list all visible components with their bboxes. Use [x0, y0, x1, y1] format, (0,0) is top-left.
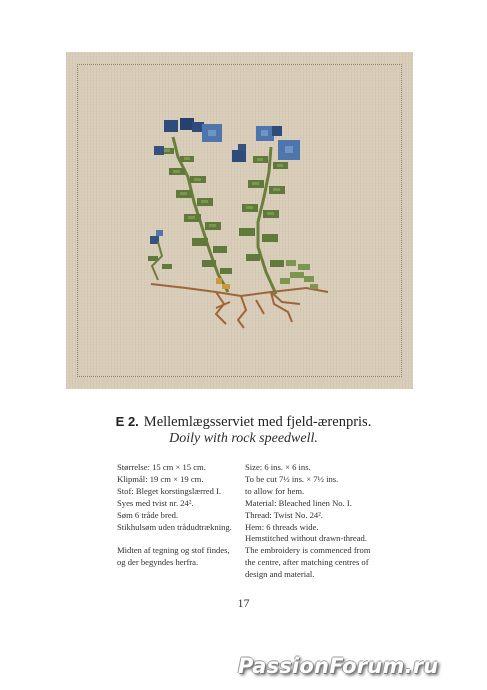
spec-line: Søm 6 tråde bred. — [117, 509, 179, 520]
specs-danish-column — [117, 462, 237, 569]
spec-line: Hemstitched without drawn-thread. — [245, 533, 367, 544]
spec-line: Material: Bleached linen No. I. — [245, 497, 352, 508]
rock-speedwell-embroidery — [66, 52, 413, 389]
spec-line: Stikhulsøm uden trådudtrækning. — [117, 521, 232, 532]
spec-line: design and material. — [245, 569, 315, 580]
caption-danish-text: Mellemlægsserviet med fjeld-ærenpris. — [143, 414, 372, 430]
spec-line: Klipmål: 19 cm × 19 cm. — [117, 473, 204, 484]
spec-line: Size: 6 ins. × 6 ins. — [245, 462, 311, 472]
specs-english-column — [245, 462, 415, 581]
caption-danish — [0, 414, 487, 431]
embroidery-photo — [66, 52, 413, 389]
spec-line: To be cut 7½ ins. × 7½ ins. — [245, 473, 339, 484]
spec-line: Syes med tvist nr. 24². — [117, 497, 194, 508]
spec-line: Hem: 6 threads wide. — [245, 521, 319, 532]
spec-line: Størrelse: 15 cm × 15 cm. — [117, 462, 206, 472]
note-line: Midten af tegning og stof findes, — [117, 545, 230, 556]
spec-line: Thread: Twist No. 24². — [245, 509, 323, 520]
pattern-code: E 2. — [115, 414, 139, 429]
note-line: og der begyndes herfra. — [117, 557, 199, 568]
caption-english: Doily with rock speedwell. — [169, 431, 318, 446]
watermark-logo: PassionForum.ru — [238, 654, 439, 678]
page-number: 17 — [237, 596, 250, 610]
spec-line: to allow for hem. — [245, 485, 305, 496]
right-stem-embroidery — [239, 147, 288, 294]
spec-line: Stof: Bleget korstingslærred I. — [117, 485, 222, 496]
spec-line: The embroidery is commenced from — [245, 545, 371, 556]
spec-line: the centre, after matching centres of — [245, 557, 369, 568]
roots-embroidery — [151, 284, 328, 328]
